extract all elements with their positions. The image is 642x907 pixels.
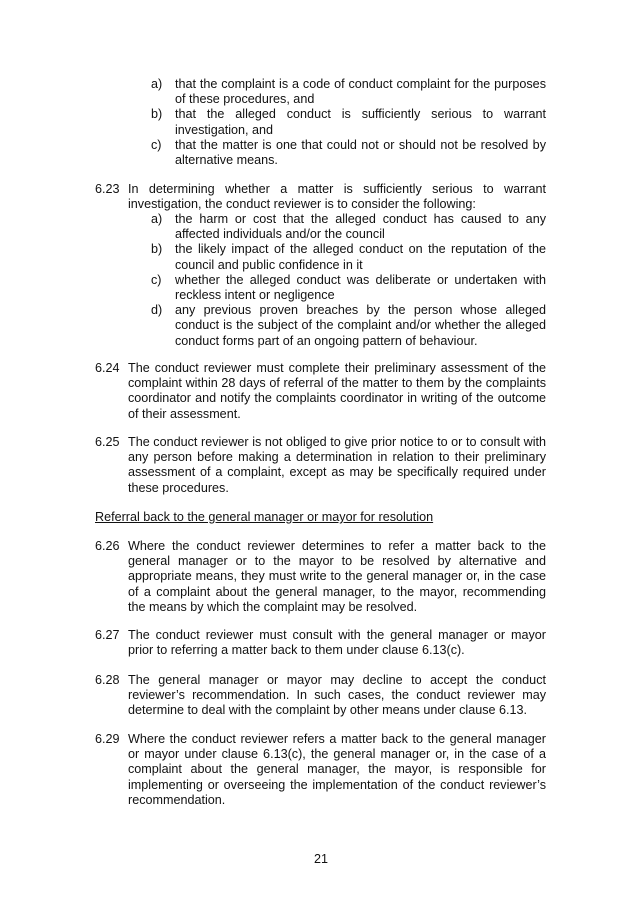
list-text: the harm or cost that the alleged conduct has caused to any affected individuals and/or the council: [175, 212, 546, 242]
list-label: a): [151, 212, 163, 226]
page-number: 21: [313, 852, 328, 866]
clause-6-26: [95, 539, 546, 615]
list-label: c): [151, 272, 162, 287]
clause-6-25: [95, 435, 546, 496]
list-item: [151, 107, 546, 137]
top-criteria-list: [151, 77, 546, 168]
list-text: whether the alleged conduct was deliberate or undertaken with reckless intent or negligence: [175, 272, 546, 303]
clause-6-24: [95, 361, 546, 422]
clause-text: Where the conduct reviewer determines to refer a matter back to the general manager or to the mayor to be resolved by alternative and appropriate means, they must write to the general manager or, in the case of a complaint about the general manager, to the mayor, recommending the means by which the complaint may be resolved.: [128, 539, 546, 614]
list-label: d): [151, 303, 163, 318]
clause-text: The conduct reviewer must complete their preliminary assessment of the complaint within 28 days of referral of the matter to them by the complaints coordinator and notify the complaints coordinator in writing of the outcome of their assessment.: [128, 361, 546, 421]
list-text: any previous proven breaches by the person whose alleged conduct is the subject of the complaint and/or whether the alleged conduct forms part of an ongoing pattern of behaviour.: [175, 303, 546, 348]
list-text: that the matter is one that could not or should not be resolved by alternative means.: [175, 137, 546, 168]
clause-6-28: [95, 673, 546, 719]
clause-number: 6.23: [95, 182, 120, 196]
list-item: [151, 242, 546, 272]
clause-text: The conduct reviewer is not obliged to give prior notice to or to consult with any person before making a determination in relation to their preliminary assessment of a complaint, except as may be specifically required under these procedures.: [128, 435, 546, 495]
clause-number: 6.27: [95, 628, 120, 642]
list-label: b): [151, 242, 163, 257]
clause-text: The general manager or mayor may decline to accept the conduct reviewer’s recommendation. In such cases, the conduct reviewer may determine to deal with the complaint by other means under clause 6.13.: [128, 673, 546, 718]
clause-6-27: [95, 628, 546, 658]
list-text: that the alleged conduct is sufficiently serious to warrant investigation, and: [175, 107, 546, 137]
list-item: [151, 303, 546, 349]
clause-number: 6.28: [95, 673, 120, 687]
list-item: [151, 273, 546, 303]
list-text: the likely impact of the alleged conduct on the reputation of the council and public confidence in it: [175, 242, 546, 272]
list-label: c): [151, 137, 162, 152]
list-item: [151, 77, 546, 107]
clause-6-23-sublist: [151, 212, 546, 349]
section-heading: Referral back to the general manager or mayor for resolution: [95, 510, 434, 524]
list-label: b): [151, 107, 163, 122]
clause-number: 6.24: [95, 361, 120, 375]
clause-number: 6.25: [95, 435, 120, 449]
clause-text: The conduct reviewer must consult with the general manager or mayor prior to referring a matter back to them under clause 6.13(c).: [128, 628, 546, 658]
list-text: that the complaint is a code of conduct complaint for the purposes of these procedures, and: [175, 77, 546, 107]
list-item: [151, 138, 546, 168]
list-label: a): [151, 77, 163, 91]
clause-6-29: [95, 732, 546, 808]
clause-6-23: [95, 182, 546, 212]
list-item: [151, 212, 546, 242]
clause-text: In determining whether a matter is sufficiently serious to warrant investigation, the conduct reviewer is to consider the following:: [128, 182, 546, 212]
clause-number: 6.29: [95, 732, 120, 746]
clause-number: 6.26: [95, 539, 120, 553]
clause-text: Where the conduct reviewer refers a matter back to the general manager or mayor under clause 6.13(c), the general manager or, in the case of a complaint about the general manager, the mayor, is responsible for implementing or overseeing the implementation of the conduct reviewer’s recommendation.: [128, 732, 546, 807]
